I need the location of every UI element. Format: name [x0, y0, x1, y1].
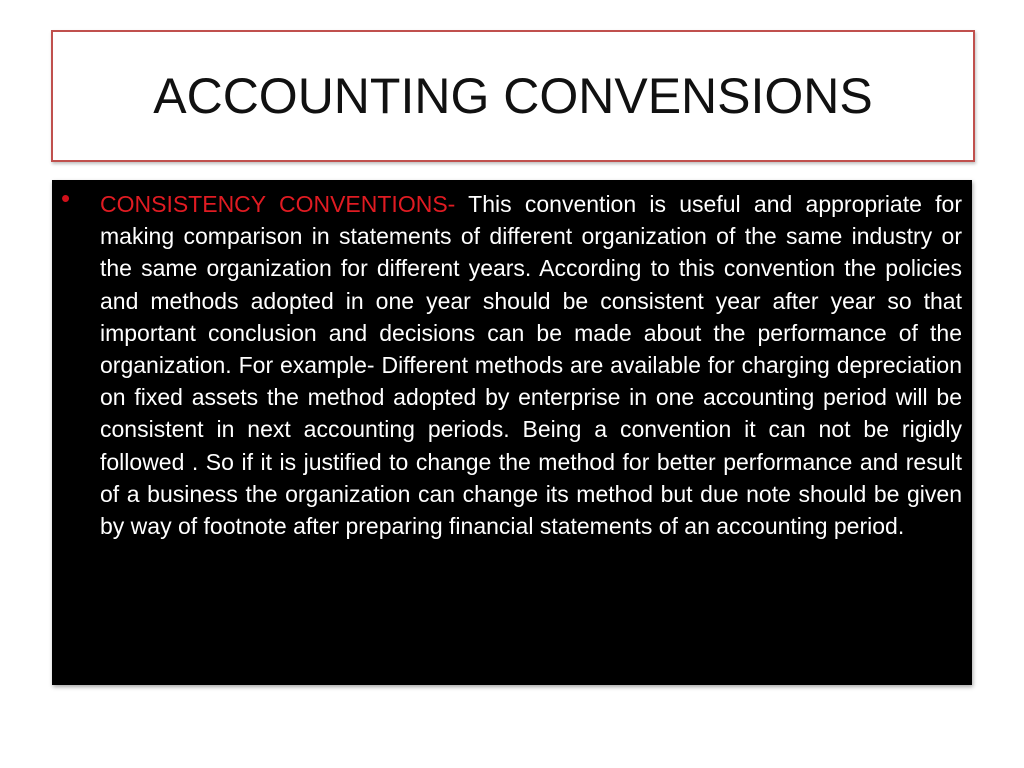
bullet-text: This convention is useful and appropriate for making comparison in statements of different organization of the same industry or the same organization for different years. According to this convention the policies and methods adopted in one year should be consistent year after year so that important conclusion and decisions can be made about the performance of the organization. For example- Different methods are available for charging depreciation on fixed assets the method adopted by enterprise in one accounting period will be consistent in next accounting periods. Being a convention it can not be rigidly followed . So if it is justified to change the method for better performance and result of a business the organization can change its method but due note should be given by way of footnote after preparing financial statements of an accounting period.: [100, 191, 962, 540]
bullet-paragraph: [100, 188, 962, 542]
content-placeholder: [52, 180, 972, 685]
bullet-lead: CONSISTENCY CONVENTIONS-: [100, 191, 456, 217]
title-placeholder: [51, 30, 975, 162]
slide-title: ACCOUNTING CONVENSIONS: [153, 68, 873, 124]
bullet-icon: •: [61, 183, 71, 213]
